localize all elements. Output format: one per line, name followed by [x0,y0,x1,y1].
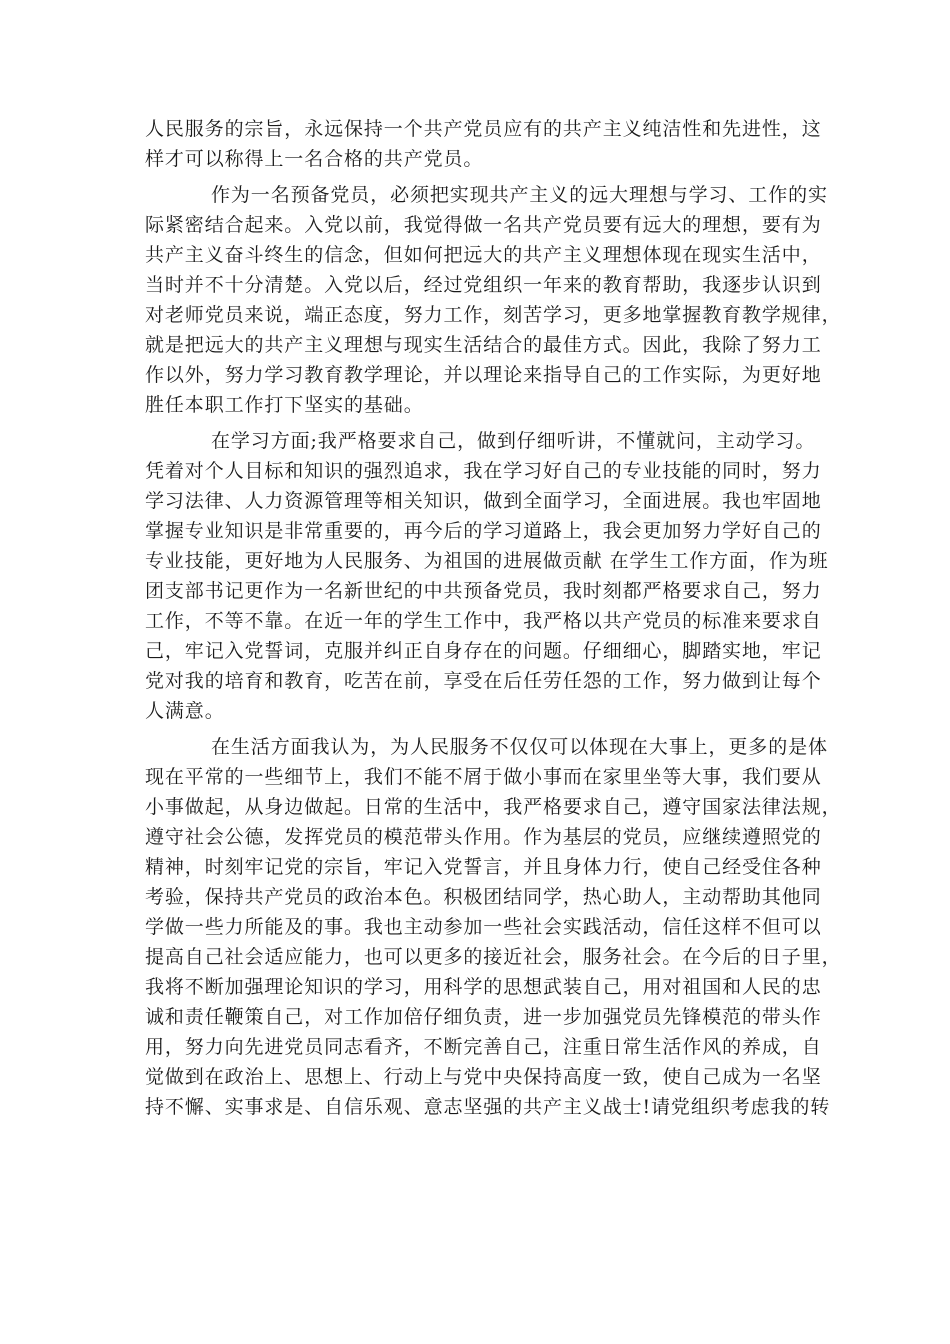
text-line: 样才可以称得上一名合格的共产党员。 [145,148,484,170]
text-line: 党对我的培育和教育，吃苦在前，享受在后任劳任怨的工作，努力做到让每个 [145,670,822,692]
text-line: 掌握专业知识是非常重要的，再今后的学习道路上，我会更加努力学好自己的 [145,520,822,542]
paragraph [145,180,842,420]
text-line: 提高自己社会适应能力，也可以更多的接近社会，服务社会。在今后的日子里， [145,946,842,968]
text-line: 学习法律、人力资源管理等相关知识，做到全面学习，全面进展。我也牢固地 [145,490,822,512]
text-line: 觉做到在政治上、思想上、行动上与党中央保持高度一致，使自己成为一名坚 [145,1066,822,1088]
paragraph [145,732,842,1122]
text-line: 作为一名预备党员，必须把实现共产主义的远大理想与学习、工作的实 [211,184,828,206]
text-line: 人满意。 [145,700,225,722]
text-line: 际紧密结合起来。入党以前，我觉得做一名共产党员要有远大的理想，要有为 [145,214,822,236]
document-body [145,114,842,1122]
text-line: 胜任本职工作打下坚实的基础。 [145,394,424,416]
text-line: 诚和责任鞭策自己，对工作加倍仔细负责，进一步加强党员先锋模范的带头作 [145,1006,822,1028]
text-line: 小事做起，从身边做起。日常的生活中，我严格要求自己，遵守国家法律法规， [145,796,842,818]
text-line: 凭着对个人目标和知识的强烈追求，我在学习好自己的专业技能的同时，努力 [145,460,822,482]
text-line: 遵守社会公德，发挥党员的模范带头作用。作为基层的党员，应继续遵照党的 [145,826,822,848]
text-line: 考验，保持共产党员的政治本色。积极团结同学，热心助人，主动帮助其他同 [145,886,822,908]
text-line: 人民服务的宗旨，永远保持一个共产党员应有的共产主义纯洁性和先进性，这 [145,118,822,140]
text-line: 现在平常的一些细节上，我们不能不屑于做小事而在家里坐等大事，我们要从 [145,766,822,788]
text-line: 团支部书记更作为一名新世纪的中共预备党员，我时刻都严格要求自己，努力 [145,580,822,602]
text-line: 专业技能，更好地为人民服务、为祖国的进展做贡献 在学生工作方面，作为班 [145,550,829,572]
text-line: 当时并不十分清楚。入党以后，经过党组织一年来的教育帮助，我逐步认识到 [145,274,822,296]
text-line: 我将不断加强理论知识的学习，用科学的思想武装自己，用对祖国和人民的忠 [145,976,822,998]
text-line: 共产主义奋斗终生的信念，但如何把远大的共产主义理想体现在现实生活中， [145,244,822,266]
text-line: 工作，不等不靠。在近一年的学生工作中，我严格以共产党员的标准来要求自 [145,610,822,632]
text-line: 精神，时刻牢记党的宗旨，牢记入党誓言，并且身体力行，使自己经受住各种 [145,856,822,878]
paragraph [145,114,822,174]
paragraph [145,426,829,726]
text-line: 学做一些力所能及的事。我也主动参加一些社会实践活动，信任这样不但可以 [145,916,822,938]
text-line: 己，牢记入党誓词，克服并纠正自身存在的问题。仔细细心，脚踏实地，牢记 [145,640,822,662]
text-line: 用，努力向先进党员同志看齐，不断完善自己，注重日常生活作风的养成，自 [145,1036,822,1058]
text-line: 在生活方面我认为，为人民服务不仅仅可以体现在大事上，更多的是体 [211,736,828,758]
text-line: 作以外，努力学习教育教学理论，并以理论来指导自己的工作实际，为更好地 [145,364,822,386]
text-line: 持不懈、实事求是、自信乐观、意志坚强的共产主义战士!请党组织考虑我的转 [145,1096,831,1118]
text-line: 对老师党员来说，端正态度，努力工作，刻苦学习，更多地掌握教育教学规律， [145,304,842,326]
text-line: 在学习方面;我严格要求自己，做到仔细听讲，不懂就问，主动学习。 [211,430,816,452]
text-line: 就是把远大的共产主义理想与现实生活结合的最佳方式。因此，我除了努力工 [145,334,822,356]
